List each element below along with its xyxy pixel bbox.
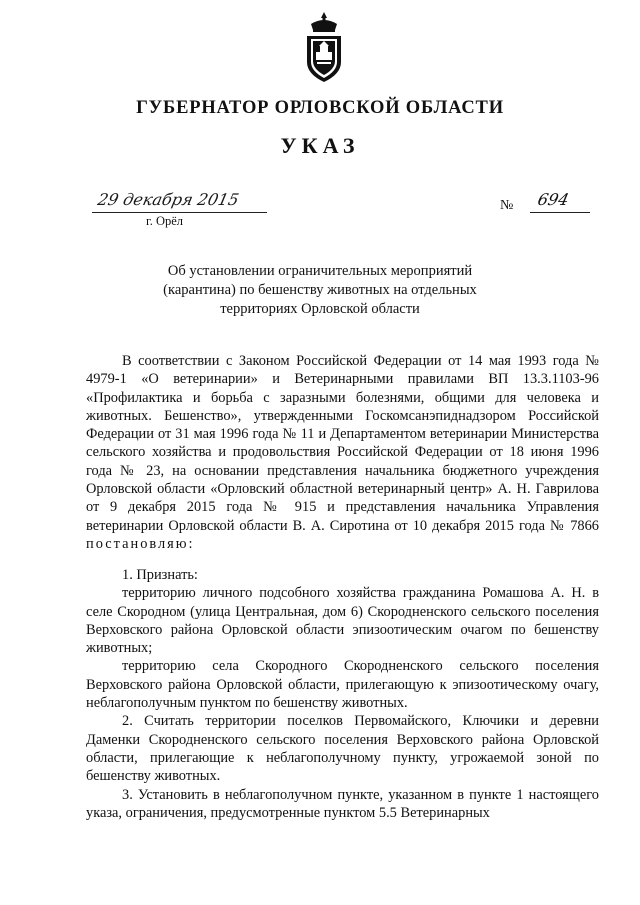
city-label: г. Орёл <box>146 214 184 228</box>
document-type-title: УКАЗ <box>280 133 360 158</box>
item-3: 3. Установить в неблагополучном пункте, указанном в пункте 1 настоящего указа, ограничения, предусмотренные пунктом 5.5 Ветеринарных <box>86 786 599 821</box>
item-1-b: территорию села Скородного Скородненского сельского поселения Верховского района Орловской области, прилегающую к эпизоотическому очагу, неблагополучным пунктом по бешенству животных. <box>86 658 599 712</box>
number-underline <box>530 212 590 213</box>
decree-word: постановляю: <box>86 535 195 552</box>
handwritten-date: 29 декабря 2015 <box>95 190 241 209</box>
preamble-text: В соответствии с Законом Российской Федерации от 14 мая 1993 года № 4979-1 «О ветеринарии» и Ветеринарными правилами ВП 13.3.1103-96 «Профилактика и борьба с заразными болезнями, общими для человека и животных. Бешенство», утвержденными Госкомсанэпиднадзором Российской Федерации от 31 мая 1996 года № 11 и Департаментом ветеринарии Министерства сельского хозяйства и продовольствия Российской Федерации от 18 июня 1996 года № 23, на основании представления начальника бюджетного учреждения Орловской области «Орловский областной ветеринарный центр» А. Н. Гаврилова от 9 декабря 2015 года № 915 и представления начальника Управления ветеринарии Орловской области В. А. Сиротина от 10 декабря 2015 года № 7866 <box>86 353 599 534</box>
item-2: 2. Считать территории поселков Первомайского, Ключики и деревни Даменки Скородненского сельского поселения Верховского района Орловской области, прилегающие к неблагополучному пункту, угрожаемой зоной по бешенству животных. <box>86 713 599 785</box>
handwritten-number: 694 <box>535 190 571 209</box>
oryol-coat-of-arms-icon <box>303 10 345 84</box>
item-1-heading: 1. Признать: <box>122 567 198 583</box>
issuer-title: ГУБЕРНАТОР ОРЛОВСКОЙ ОБЛАСТИ <box>136 98 504 118</box>
number-sign: № <box>500 198 514 213</box>
decree-subject <box>150 262 490 319</box>
subject-line: Об установлении ограничительных мероприятий <box>167 263 473 279</box>
decree-date <box>92 190 267 214</box>
item-1-a: территорию личного подсобного хозяйства гражданина Ромашова А. Н. в селе Скородном (улица Центральная, дом 6) Скородненского сельского поселения Верховского района Орловской области эпизоотическим очагом по бешенству животных; <box>86 585 599 657</box>
preamble <box>86 352 599 553</box>
decree-number <box>530 190 590 212</box>
preamble-paragraph <box>86 352 599 553</box>
decree-items <box>86 566 599 822</box>
date-underline <box>92 212 267 213</box>
subject-line: территориях Орловской области <box>220 301 420 317</box>
subject-line: (карантина) по бешенству животных на отдельных <box>163 282 477 298</box>
